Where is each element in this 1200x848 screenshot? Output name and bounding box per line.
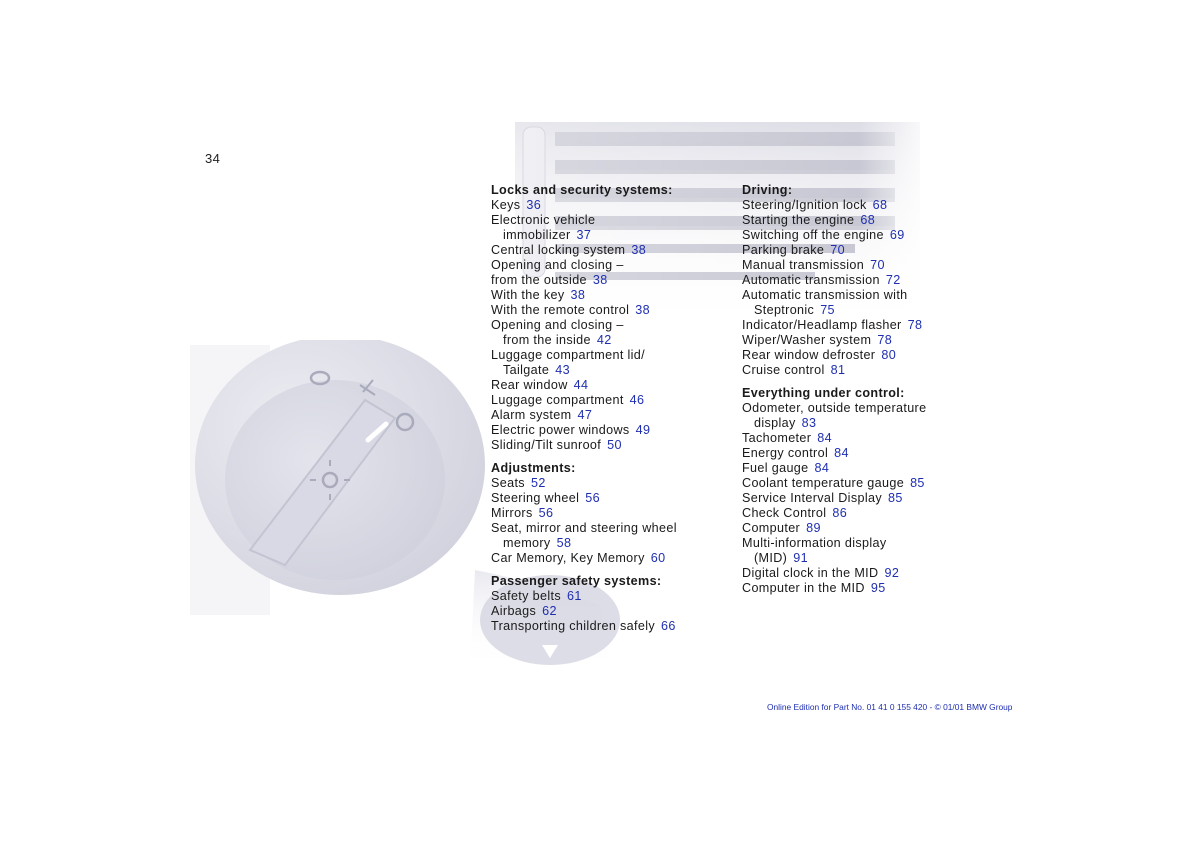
page-reference-link[interactable]: 72 bbox=[885, 273, 901, 287]
toc-entry-label: Airbags bbox=[491, 604, 537, 618]
toc-entry-label: Automatic transmission with bbox=[742, 288, 908, 302]
toc-entry-label: Mirrors bbox=[491, 506, 533, 520]
page-reference-link[interactable]: 44 bbox=[573, 378, 589, 392]
toc-entry bbox=[491, 348, 731, 363]
toc-entry[interactable] bbox=[491, 551, 731, 566]
toc-entry[interactable] bbox=[491, 536, 731, 551]
toc-entry-label: Energy control bbox=[742, 446, 829, 460]
page-reference-link[interactable]: 70 bbox=[830, 243, 845, 257]
page-reference-link[interactable]: 69 bbox=[889, 228, 905, 242]
toc-entry-label: With the remote control bbox=[491, 303, 630, 317]
toc-entry[interactable] bbox=[742, 476, 992, 491]
toc-entry[interactable] bbox=[491, 303, 731, 318]
toc-entry[interactable] bbox=[491, 243, 731, 258]
toc-left-column bbox=[491, 183, 731, 634]
page-reference-link[interactable]: 68 bbox=[860, 213, 876, 227]
toc-entry-label: Electric power windows bbox=[491, 423, 630, 437]
toc-entry[interactable] bbox=[742, 318, 992, 333]
page-number: 34 bbox=[205, 151, 221, 166]
toc-entry[interactable] bbox=[742, 416, 992, 431]
toc-entry bbox=[491, 258, 731, 273]
toc-entry-label: Wiper/Washer system bbox=[742, 333, 872, 347]
page-reference-link[interactable]: 68 bbox=[872, 198, 888, 212]
toc-entry-label: Car Memory, Key Memory bbox=[491, 551, 645, 565]
page-reference-link[interactable]: 91 bbox=[793, 551, 808, 565]
toc-entry-label: Steering wheel bbox=[491, 491, 580, 505]
page-reference-link[interactable]: 95 bbox=[870, 581, 886, 595]
page-reference-link[interactable]: 84 bbox=[834, 446, 849, 460]
toc-entry-label: display bbox=[754, 416, 796, 430]
page-reference-link[interactable]: 37 bbox=[576, 228, 592, 242]
toc-entry[interactable] bbox=[491, 228, 731, 243]
toc-entry[interactable] bbox=[742, 521, 992, 536]
toc-entry[interactable] bbox=[491, 491, 731, 506]
toc-entry-label: Computer bbox=[742, 521, 801, 535]
toc-entry-label: Seat, mirror and steering wheel bbox=[491, 521, 677, 535]
toc-entry-label: Manual transmission bbox=[742, 258, 865, 272]
page-reference-link[interactable]: 58 bbox=[556, 536, 572, 550]
toc-entry[interactable] bbox=[742, 363, 992, 378]
toc-entry-label: Check Control bbox=[742, 506, 827, 520]
toc-entry-label: Opening and closing – bbox=[491, 318, 624, 332]
page-reference-link[interactable]: 36 bbox=[526, 198, 542, 212]
page-reference-link[interactable]: 38 bbox=[570, 288, 586, 302]
page-reference-link[interactable]: 42 bbox=[596, 333, 612, 347]
toc-entry-label: Service Interval Display bbox=[742, 491, 882, 505]
toc-entry[interactable] bbox=[491, 438, 731, 453]
toc-entry bbox=[742, 536, 992, 551]
toc-entry[interactable] bbox=[742, 506, 992, 521]
toc-entry-label: Seats bbox=[491, 476, 525, 490]
toc-entry-label: immobilizer bbox=[503, 228, 571, 242]
toc-entry-label: Luggage compartment bbox=[491, 393, 624, 407]
toc-entry[interactable] bbox=[491, 619, 731, 634]
page-reference-link[interactable]: 66 bbox=[661, 619, 676, 633]
toc-entry[interactable] bbox=[491, 333, 731, 348]
page-reference-link[interactable]: 62 bbox=[542, 604, 557, 618]
toc-entry[interactable] bbox=[742, 491, 992, 506]
section-heading: Locks and security systems: bbox=[491, 183, 673, 197]
toc-entry-label: Steering/Ignition lock bbox=[742, 198, 867, 212]
toc-entry[interactable] bbox=[742, 198, 992, 213]
toc-entry-label: (MID) bbox=[754, 551, 788, 565]
page-reference-link[interactable]: 85 bbox=[887, 491, 903, 505]
toc-entry[interactable] bbox=[742, 213, 992, 228]
toc-entry-label: Alarm system bbox=[491, 408, 572, 422]
toc-entry-label: Transporting children safely bbox=[491, 619, 656, 633]
page-reference-link[interactable]: 89 bbox=[806, 521, 821, 535]
toc-entry-label: Computer in the MID bbox=[742, 581, 865, 595]
toc-entry[interactable] bbox=[742, 446, 992, 461]
page-reference-link[interactable]: 43 bbox=[555, 363, 570, 377]
toc-entry-label: Tailgate bbox=[503, 363, 550, 377]
toc-entry-label: Indicator/Headlamp flasher bbox=[742, 318, 902, 332]
page-reference-link[interactable]: 84 bbox=[814, 461, 830, 475]
page-reference-link[interactable]: 52 bbox=[530, 476, 546, 490]
toc-section bbox=[742, 183, 992, 378]
toc-entry[interactable] bbox=[742, 566, 992, 581]
page-reference-link[interactable]: 38 bbox=[631, 243, 647, 257]
toc-entry-label: Opening and closing – bbox=[491, 258, 624, 272]
toc-entry-label: Electronic vehicle bbox=[491, 213, 596, 227]
section-heading: Adjustments: bbox=[491, 461, 576, 475]
toc-entry-label: Rear window defroster bbox=[742, 348, 876, 362]
toc-entry-label: Odometer, outside temperature bbox=[742, 401, 927, 415]
toc-entry[interactable] bbox=[491, 506, 731, 521]
toc-entry-label: Digital clock in the MID bbox=[742, 566, 879, 580]
page-reference-link[interactable]: 49 bbox=[635, 423, 651, 437]
toc-entry-label: With the key bbox=[491, 288, 565, 302]
toc-entry bbox=[491, 213, 731, 228]
toc-entry bbox=[742, 288, 992, 303]
page-reference-link[interactable]: 83 bbox=[801, 416, 817, 430]
toc-entry[interactable] bbox=[491, 393, 731, 408]
toc-entry-label: Keys bbox=[491, 198, 521, 212]
toc-entry-label: Fuel gauge bbox=[742, 461, 809, 475]
toc-entry-label: from the outside bbox=[491, 273, 587, 287]
toc-entry-label: Luggage compartment lid/ bbox=[491, 348, 646, 362]
toc-entry[interactable] bbox=[742, 303, 992, 318]
toc-entry[interactable] bbox=[742, 551, 992, 566]
toc-entry[interactable] bbox=[491, 589, 731, 604]
toc-entry-label: Tachometer bbox=[742, 431, 812, 445]
page-reference-link[interactable]: 47 bbox=[577, 408, 593, 422]
page-reference-link[interactable]: 70 bbox=[870, 258, 885, 272]
toc-entry[interactable] bbox=[491, 363, 731, 378]
toc-entry-label: Cruise control bbox=[742, 363, 825, 377]
toc-entry-label: Starting the engine bbox=[742, 213, 855, 227]
toc-right-column bbox=[742, 183, 992, 596]
toc-entry[interactable] bbox=[491, 423, 731, 438]
toc-entry[interactable] bbox=[491, 604, 731, 619]
page-reference-link[interactable]: 80 bbox=[881, 348, 897, 362]
toc-entry[interactable] bbox=[742, 243, 992, 258]
page-reference-link[interactable]: 38 bbox=[635, 303, 650, 317]
toc-entry-label: Coolant temperature gauge bbox=[742, 476, 905, 490]
toc-entry[interactable] bbox=[491, 273, 731, 288]
toc-entry[interactable] bbox=[742, 581, 992, 596]
toc-entry bbox=[491, 318, 731, 333]
toc-entry[interactable] bbox=[742, 348, 992, 363]
toc-entry[interactable] bbox=[491, 288, 731, 303]
page-reference-link[interactable]: 86 bbox=[832, 506, 848, 520]
page-reference-link[interactable]: 56 bbox=[538, 506, 554, 520]
page-reference-link[interactable]: 78 bbox=[907, 318, 923, 332]
toc-entry[interactable] bbox=[491, 408, 731, 423]
page-reference-link[interactable]: 60 bbox=[650, 551, 666, 565]
toc-entry[interactable] bbox=[742, 228, 992, 243]
toc-entry-label: Steptronic bbox=[754, 303, 815, 317]
page-reference-link[interactable]: 81 bbox=[830, 363, 846, 377]
toc-entry[interactable] bbox=[491, 378, 731, 393]
toc-entry[interactable] bbox=[742, 461, 992, 476]
toc-entry-label: Automatic transmission bbox=[742, 273, 880, 287]
toc-entry-label: Parking brake bbox=[742, 243, 825, 257]
page-reference-link[interactable]: 84 bbox=[817, 431, 833, 445]
toc-entry[interactable] bbox=[491, 476, 731, 491]
page-reference-link[interactable]: 50 bbox=[607, 438, 622, 452]
page-reference-link[interactable]: 46 bbox=[629, 393, 645, 407]
page-reference-link[interactable]: 92 bbox=[884, 566, 900, 580]
toc-section bbox=[491, 574, 731, 634]
page-reference-link[interactable]: 85 bbox=[910, 476, 925, 490]
section-heading: Driving: bbox=[742, 183, 793, 197]
toc-entry-label: Switching off the engine bbox=[742, 228, 884, 242]
page-reference-link[interactable]: 78 bbox=[877, 333, 893, 347]
toc-entry[interactable] bbox=[742, 258, 992, 273]
toc-entry-label: Safety belts bbox=[491, 589, 562, 603]
toc-entry[interactable] bbox=[742, 273, 992, 288]
section-heading: Everything under control: bbox=[742, 386, 905, 400]
toc-entry-label: memory bbox=[503, 536, 551, 550]
toc-entry[interactable] bbox=[491, 198, 731, 213]
page-reference-link[interactable]: 75 bbox=[820, 303, 835, 317]
toc-entry[interactable] bbox=[742, 431, 992, 446]
footer-edition-note: Online Edition for Part No. 01 41 0 155 420 - © 01/01 BMW Group bbox=[767, 702, 1013, 712]
toc-entry[interactable] bbox=[742, 333, 992, 348]
toc-entry bbox=[491, 521, 731, 536]
toc-entry-label: Sliding/Tilt sunroof bbox=[491, 438, 602, 452]
toc-entry-label: from the inside bbox=[503, 333, 591, 347]
toc-entry-label: Central locking system bbox=[491, 243, 626, 257]
toc-entry-label: Multi-information display bbox=[742, 536, 887, 550]
toc-entry bbox=[742, 401, 992, 416]
toc-entry-label: Rear window bbox=[491, 378, 568, 392]
page-reference-link[interactable]: 38 bbox=[592, 273, 608, 287]
page-reference-link[interactable]: 61 bbox=[567, 589, 582, 603]
section-heading: Passenger safety systems: bbox=[491, 574, 662, 588]
page-reference-link[interactable]: 56 bbox=[585, 491, 600, 505]
toc-section bbox=[491, 183, 731, 453]
toc-section bbox=[742, 386, 992, 596]
toc-section bbox=[491, 461, 731, 566]
